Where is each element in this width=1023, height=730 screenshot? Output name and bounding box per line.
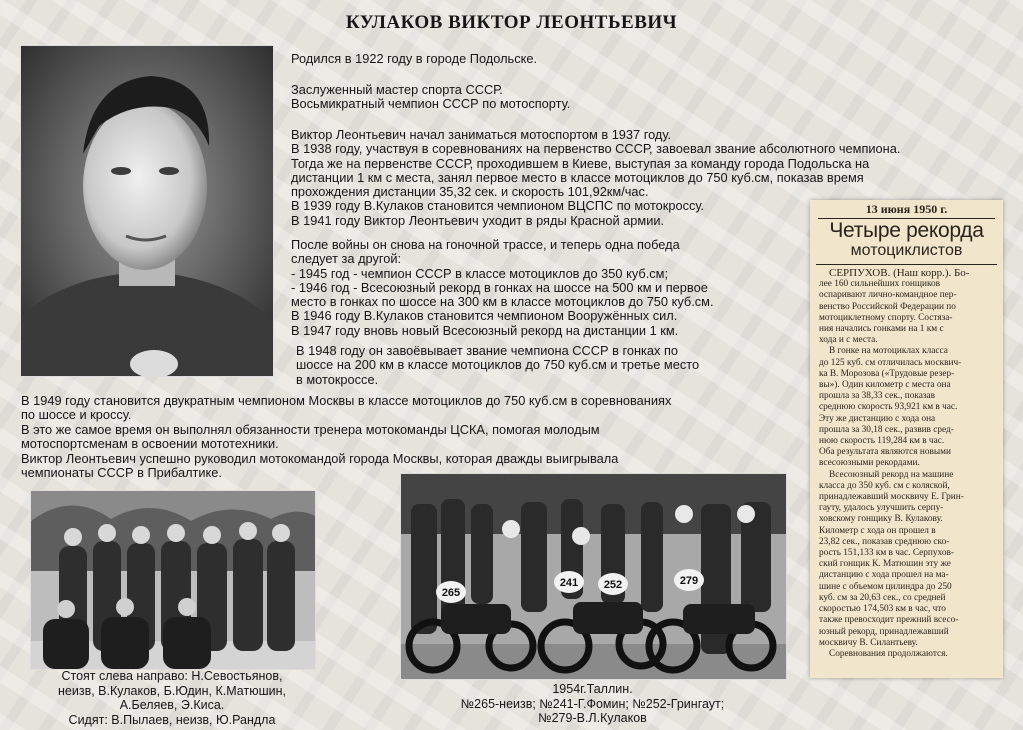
bio-coach: В это же самое время он выполнял обязанности тренера мотокоманды ЦСКА, помогая молодым мотоспортсменам в освоении мототехники. xyxy=(21,422,600,452)
bio-1948: В 1948 году он завоёвывает звание чемпиона СССР в гонках по шоссе на 200 км в классе мотоциклов до 750 куб.см и третье место в мотокроссе. xyxy=(296,343,700,387)
group-photo-caption: Стоят слева направо: Н.Севостьянов, неизв, В.Кулаков, Б.Юдин, К.Матюшин, А.Беляев, Э.Киса. Сидят: В.Пылаев, неизв, Ю.Рандла xyxy=(58,669,286,727)
bio-1949: В 1949 году становится двукратным чемпионом Москвы в классе мотоциклов до 750 куб.см в соревнованиях по шоссе и кроссу. xyxy=(21,393,672,423)
bio-titles: Заслуженный мастер спорта СССР. Восьмикратный чемпион СССР по мотоспорту. xyxy=(291,82,571,112)
race-number-265: 265 xyxy=(441,587,461,599)
clipping-headline: Четыре рекорда xyxy=(829,219,984,242)
clipping-date: 13 июня 1950 г. xyxy=(818,202,995,219)
race-photo-caption: 1954г.Таллин. №265-неизв; №241-Г.Фомин; №252-Грингаут; №279-В.Л.Кулаков xyxy=(460,682,725,725)
clipping-subheadline: мотоциклистов xyxy=(816,242,997,265)
page-title: КУЛАКОВ ВИКТОР ЛЕОНТЬЕВИЧ xyxy=(345,12,678,33)
race-number-252: 252 xyxy=(603,579,623,591)
race-number-279: 279 xyxy=(679,575,699,587)
bio-moscow: Виктор Леонтьевич успешно руководил мотокомандой города Москвы, которая дважды выигрывала чемпионаты СССР в Прибалтике. xyxy=(21,451,619,481)
race-photo xyxy=(400,473,787,680)
group-photo xyxy=(30,490,316,670)
clipping-body: СЕРПУХОВ. (Наш корр.). Бо- лее 160 сильнейших гонщиков оспаривают лично-командное пер- венство Российской Федерации по мотоциклетному спорту. Состяза- ния начались гонками на 1 км с хода и с места. В гонке на мотоциклах класса до 125 куб. см отличилась москвич- ка В. Морозова («Трудовые резер- вы»). Один километр с места она прошла за 38,33 сек., показав среднюю скорость 93,921 км в час. Эту же дистанцию с хода она прошла за 30,18 сек., развив сред- нюю скорость 119,284 км в час. Оба результата являются новыми всесоюзными рекордами. Всесоюзный рекорд на машине класса до 350 куб. см с коляской, принадлежавший москвичу Е. Грин- гауту, удалось улучшить серпу- ховскому гонщику В. Кулакову. Километр с хода он прошел в 23,82 сек., показав среднюю ско- рость 151,133 км в час. Серпухов- ский гонщик К. Матюшин эту же дистанцию с хода прошел на ма- шине с объемом цилиндра до 250 куб. см за 20,63 сек., со средней скоростью 174,503 км в час, что также превосходит прежний всесо- юзный рекорд, принадлежавший москвичу В. Силантьеву. Соревнования продолжаются. xyxy=(819,267,970,659)
portrait-photo xyxy=(20,45,274,377)
newspaper-clipping xyxy=(810,200,1003,678)
bio-born: Родился в 1922 году в городе Подольске. xyxy=(291,51,538,66)
bio-postwar: После войны он снова на гоночной трассе, и теперь одна победа следует за другой: - 1945 год - чемпион СССР в классе мотоциклов до 350 куб.см; - 1946 год - Всесоюзный рекорд в гонках на шоссе на 500 км и первое место в гонках по шоссе на 300 км в классе мотоциклов до 750 куб.см. В 1946 году В.Кулаков становится чемпионом Вооружённых сил. В 1947 году вновь новый Всесоюзный рекорд на дистанции 1 км. xyxy=(291,237,714,338)
race-number-241: 241 xyxy=(559,577,579,589)
bio-career: Виктор Леонтьевич начал заниматься мотоспортом в 1937 году. В 1938 году, участвуя в соревнованиях на первенство СССР, завоевал звание абсолютного чемпиона. Тогда же на первенстве СССР, проходившем в Киеве, выступая за команду города Подольска на дистанции 1 км с места, занял первое место в классе мотоциклов до 750 куб.см, показав время прохождения дистанции 35,32 сек. и скорость 101,92км/час. В 1939 году В.Кулаков становится чемпионом ВЦСПС по мотокроссу. В 1941 году Виктор Леонтьевич уходит в ряды Красной армии. xyxy=(291,127,901,228)
